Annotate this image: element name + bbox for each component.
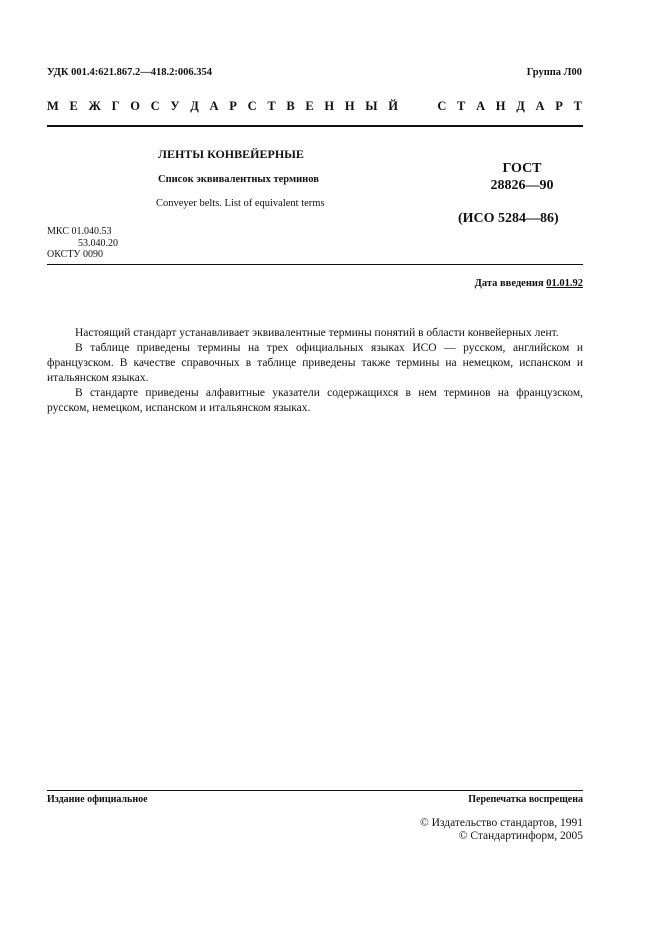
heading-word-gap [409,99,427,114]
group-code: Группа Л00 [526,67,582,78]
body-text [47,326,583,416]
copyright-line: © Издательство стандартов, 1991 [419,817,583,829]
heading-letter: С [247,99,257,113]
gost-number: 28826—90 [490,178,554,193]
paragraph: В таблице приведены термины на трех официальных языках ИСО — русском, английском и французском. В качестве справочных в таблице приведены также термины на немецком, испанском и итальянском языках. [47,342,583,384]
heading-letter: С [150,99,160,113]
paragraph: В стандарте приведены алфавитные указатели содержащихся в нем терминов на французском, русском, немецком, испанском и итальянском языках. [47,387,583,414]
okstu-code: ОКСТУ 0090 [47,249,104,260]
classification-rule [47,264,583,265]
official-edition-note: Издание официальное [47,794,148,805]
heading-letter: Д [190,99,199,113]
heading-letter: Р [555,99,563,113]
heading-letter: О [130,99,140,113]
iso-equivalent: (ИСО 5284—86) [458,211,559,226]
footer-rule [47,790,583,791]
heading-letter: М [47,99,59,113]
heading-letter: Й [388,99,398,113]
heading-letter: Д [516,99,525,113]
heading-letter: Р [229,99,237,113]
heading-letter: Е [69,99,78,113]
english-title: Conveyer belts. List of equivalent terms [156,198,325,209]
heading-letter: Н [324,99,335,113]
reprint-prohibited-note: Перепечатка воспрещена [468,794,583,805]
udk-code: УДК 001.4:621.867.2—418.2:006.354 [47,67,212,78]
heading-letter: С [437,99,447,113]
heading-letter: Ж [88,99,101,113]
heading-letter: У [170,99,180,113]
heading-letter: А [476,99,486,113]
heading-letter: В [286,99,295,113]
heading-letter: Е [305,99,314,113]
heading-letter: Ы [365,99,378,113]
heading-letter: Т [573,99,582,113]
header-rule [47,125,583,127]
mks-code: МКС 01.040.53 [47,226,112,237]
heading-letter: Г [111,99,120,113]
document-title: ЛЕНТЫ КОНВЕЙЕРНЫЕ [158,147,304,161]
heading-letter: Н [344,99,355,113]
introduction-date-value: 01.01.92 [546,278,583,289]
introduction-date [475,278,583,289]
copyright-line: © Стандартинформ, 2005 [458,830,583,842]
standard-type-heading [47,99,582,114]
heading-letter: А [535,99,545,113]
heading-letter: Т [267,99,276,113]
introduction-date-label: Дата введения [474,278,544,289]
heading-letter: Т [457,99,466,113]
heading-letter: А [209,99,219,113]
document-subtitle: Список эквивалентных терминов [158,174,319,185]
paragraph: Настоящий стандарт устанавливает эквивалентные термины понятий в области конвейерных лент. [75,327,559,339]
mks-code-secondary: 53.040.20 [78,238,118,249]
heading-letter: Н [495,99,506,113]
gost-label: ГОСТ [502,161,542,176]
